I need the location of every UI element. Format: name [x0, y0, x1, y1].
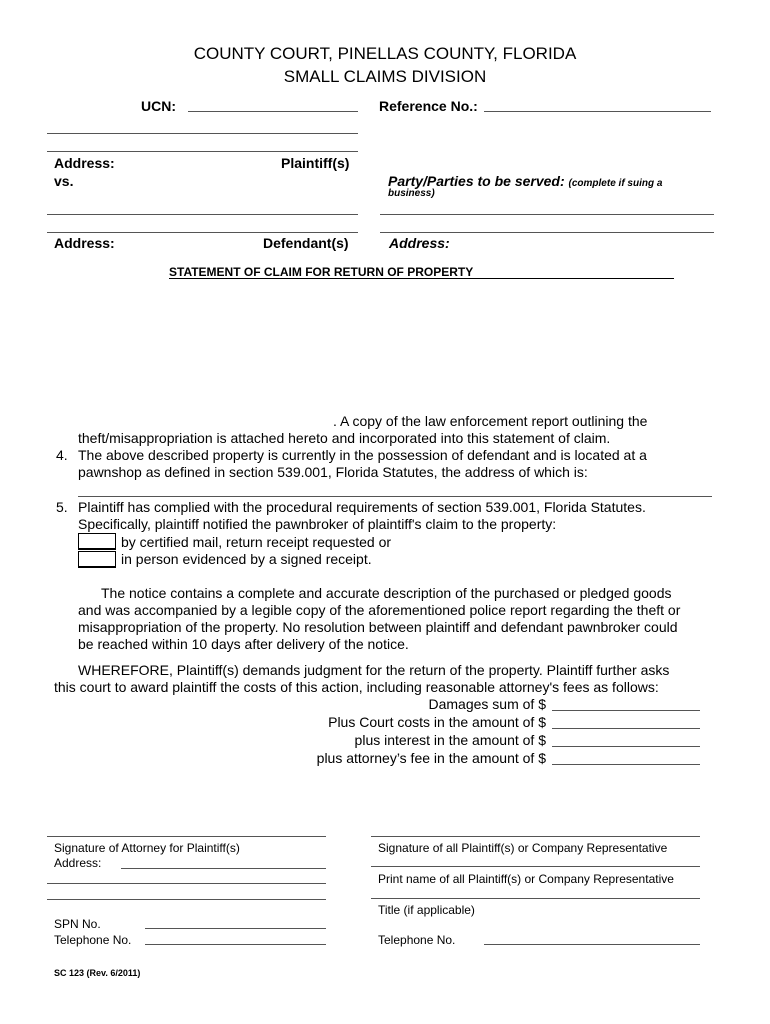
court-costs-label: Plus Court costs in the amount of $: [328, 714, 546, 730]
attorney-fee-input[interactable]: [554, 749, 698, 763]
print-name-label: Print name of all Plaintiff(s) or Company Representative: [378, 872, 674, 886]
spn-input[interactable]: [147, 913, 323, 927]
plaintiff-phone-line: [484, 944, 700, 945]
interest-label: plus interest in the amount of $: [354, 732, 546, 748]
item-5-line-1: Plaintiff has complied with the procedural requirements of section 539.001, Florida Statutes.: [78, 499, 646, 515]
defendant-name-line: [47, 214, 358, 215]
attorney-signature-line: [47, 836, 326, 837]
damages-label: Damages sum of $: [428, 696, 546, 712]
plaintiff-name-line: [47, 133, 358, 134]
title-line: [371, 898, 700, 899]
attorney-phone-label: Telephone No.: [54, 933, 132, 947]
defendant-address-label: Address:: [54, 235, 115, 251]
plaintiff-divider: [47, 151, 358, 152]
wherefore-line-1: WHEREFORE, Plaintiff(s) demands judgment for the return of the property. Plaintiff further asks: [78, 662, 670, 678]
form-number: SC 123 (Rev. 6/2011): [54, 968, 141, 978]
plaintiff-signature-line: [371, 836, 700, 837]
notice-line-1: The notice contains a complete and accurate description of the purchased or pledged goods: [101, 585, 672, 601]
ucn-line: [188, 111, 358, 112]
item-4-number: 4.: [56, 447, 68, 463]
attorney-fee-line: [552, 764, 700, 765]
party-served-line-2: [380, 232, 714, 233]
reference-input[interactable]: [486, 96, 708, 110]
plaintiff-phone-label: Telephone No.: [378, 933, 456, 947]
court-costs-line: [552, 728, 700, 729]
party-served-input[interactable]: [382, 199, 712, 213]
certified-mail-checkbox[interactable]: [78, 533, 116, 550]
statement-heading-underline: [169, 278, 674, 279]
notice-line-2: and was accompanied by a legible copy of the aforementioned police report regarding the theft or: [78, 602, 681, 618]
wherefore-line-2: this court to award plaintiff the costs of this action, including reasonable attorney's fees as follows:: [54, 679, 659, 695]
pawnshop-address-input[interactable]: [80, 481, 710, 495]
statement-heading: STATEMENT OF CLAIM FOR RETURN OF PROPERTY: [169, 265, 474, 279]
spn-label: SPN No.: [54, 917, 101, 931]
defendant-label: Defendant(s): [263, 235, 349, 251]
print-name-line: [371, 866, 700, 867]
ucn-label: UCN:: [141, 98, 176, 114]
damages-line: [552, 710, 700, 711]
item-5-number: 5.: [56, 499, 68, 515]
copy-report-text: . A copy of the law enforcement report outlining the: [333, 413, 648, 429]
party-served-label: Party/Parties to be served: (complete if suing a: [388, 173, 663, 189]
plaintiff-name-input[interactable]: [49, 118, 355, 132]
notice-line-3: misappropriation of the property. No resolution between plaintiff and defendant pawnbroker could: [78, 619, 678, 635]
attorney-phone-input[interactable]: [147, 929, 323, 943]
theft-text: theft/misappropriation is attached hereto and incorporated into this statement of claim.: [78, 430, 611, 446]
title-label: Title (if applicable): [378, 903, 475, 917]
party-served-note: (complete if suing a: [568, 178, 663, 189]
party-served-note-2: business): [388, 188, 435, 199]
vs-label: vs.: [54, 173, 74, 189]
damages-input[interactable]: [554, 695, 698, 709]
attorney-address-label: Address:: [54, 856, 102, 870]
item-4-line-1: The above described property is currently in the possession of defendant and is located at a: [78, 447, 647, 463]
attorney-signature-label: Signature of Attorney for Plaintiff(s): [54, 841, 240, 855]
item-5-line-2: Specifically, plaintiff notified the pawnbroker of plaintiff's claim to the property:: [78, 516, 557, 532]
court-title: COUNTY COURT, PINELLAS COUNTY, FLORIDA: [193, 44, 577, 63]
interest-line: [552, 746, 700, 747]
ucn-input[interactable]: [190, 96, 356, 110]
reference-line: [484, 111, 711, 112]
pawnshop-address-line: [78, 496, 712, 497]
attorney-address-input[interactable]: [123, 853, 323, 867]
attorney-fee-label: plus attorney’s fee in the amount of $: [316, 750, 546, 766]
party-served-line-1: [380, 214, 714, 215]
attorney-phone-line: [145, 944, 326, 945]
in-person-label: in person evidenced by a signed receipt.: [121, 551, 372, 567]
reference-label: Reference No.:: [379, 98, 478, 114]
court-costs-input[interactable]: [554, 713, 698, 727]
interest-input[interactable]: [554, 731, 698, 745]
plaintiff-phone-input[interactable]: [486, 929, 697, 943]
division-title: SMALL CLAIMS DIVISION: [283, 67, 487, 86]
defendant-divider: [47, 232, 358, 233]
served-address-label: Address:: [389, 235, 450, 251]
attorney-address-line-1: [121, 868, 326, 869]
item-4-line-2: pawnshop as defined in section 539.001, Florida Statutes, the address of which is:: [78, 464, 588, 480]
plaintiff-signature-label: Signature of all Plaintiff(s) or Company Representative: [378, 841, 668, 855]
defendant-name-input[interactable]: [49, 199, 355, 213]
certified-mail-label: by certified mail, return receipt requested or: [121, 534, 392, 550]
attorney-address-line-2: [47, 883, 326, 884]
in-person-checkbox[interactable]: [78, 551, 116, 568]
plaintiff-address-label: Address:: [54, 155, 115, 171]
attorney-address-line-3: [47, 899, 326, 900]
plaintiff-label: Plaintiff(s): [281, 155, 350, 171]
notice-line-4: be reached within 10 days after delivery of the notice.: [78, 636, 409, 652]
